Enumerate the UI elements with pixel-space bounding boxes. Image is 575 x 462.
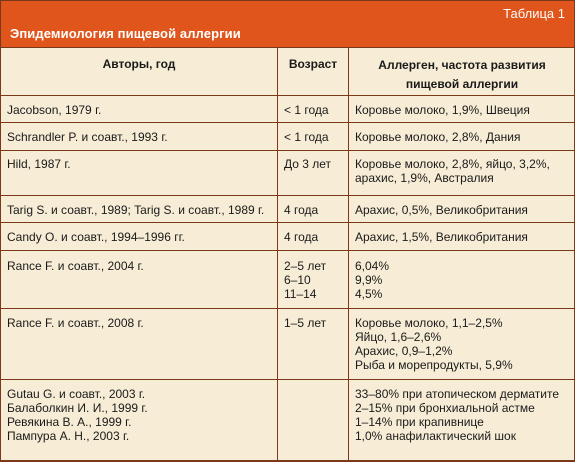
header-authors: Авторы, год xyxy=(1,48,278,96)
cell-allergen-line: Рыба и морепродукты, 5,9% xyxy=(355,358,569,372)
title-bar xyxy=(0,0,575,48)
cell-allergen xyxy=(349,96,575,123)
table-row xyxy=(1,251,575,309)
cell-authors-line: Rance F. и соавт., 2004 г. xyxy=(7,259,271,273)
cell-authors xyxy=(1,123,278,151)
cell-allergen-line: Коровье молоко, 2,8%, яйцо, 3,2%, xyxy=(355,157,569,171)
table-row xyxy=(1,309,575,380)
cell-age xyxy=(278,196,349,223)
cell-allergen-line: Арахис, 1,5%, Великобритания xyxy=(355,230,569,244)
cell-authors-line: Jacobson, 1979 г. xyxy=(7,103,271,117)
cell-age-line: 6–10 xyxy=(284,273,342,287)
cell-authors-line: Candy O. и соавт., 1994–1996 гг. xyxy=(7,230,271,244)
cell-authors xyxy=(1,196,278,223)
cell-allergen-line: 1,0% анафилактический шок xyxy=(355,429,569,443)
table-row xyxy=(1,380,575,462)
table-row xyxy=(1,196,575,223)
cell-allergen xyxy=(349,223,575,251)
cell-allergen-line: 6,04% xyxy=(355,259,569,273)
cell-allergen-line: Коровье молоко, 2,8%, Дания xyxy=(355,130,569,144)
cell-authors-line: Gutau G. и соавт., 2003 г. xyxy=(7,387,271,401)
table-row xyxy=(1,123,575,151)
cell-age xyxy=(278,123,349,151)
cell-age xyxy=(278,309,349,380)
cell-authors xyxy=(1,96,278,123)
cell-age xyxy=(278,251,349,309)
cell-age xyxy=(278,151,349,196)
cell-authors-line: Hild, 1987 г. xyxy=(7,157,271,171)
cell-allergen xyxy=(349,151,575,196)
table-header-row xyxy=(1,48,575,96)
cell-allergen xyxy=(349,196,575,223)
cell-allergen-line: Арахис, 0,9–1,2% xyxy=(355,344,569,358)
cell-allergen-line: Яйцо, 1,6–2,6% xyxy=(355,330,569,344)
cell-age-line: 4 года xyxy=(284,203,342,217)
cell-authors xyxy=(1,223,278,251)
cell-age xyxy=(278,96,349,123)
cell-allergen-line: Арахис, 0,5%, Великобритания xyxy=(355,203,569,217)
header-allergen-line-2: пищевой аллергии xyxy=(355,75,569,94)
cell-allergen-line: 9,9% xyxy=(355,273,569,287)
cell-allergen-line: 4,5% xyxy=(355,287,569,301)
header-allergen-line-1: Аллерген, частота развития xyxy=(355,56,569,75)
cell-authors xyxy=(1,380,278,462)
cell-age-line: 1–5 лет xyxy=(284,316,342,330)
cell-age xyxy=(278,223,349,251)
cell-age-line: 2–5 лет xyxy=(284,259,342,273)
cell-age-line: До 3 лет xyxy=(284,157,342,171)
cell-authors-line: Schrandler P. и соавт., 1993 г. xyxy=(7,130,271,144)
cell-authors-line: Пампура А. Н., 2003 г. xyxy=(7,429,271,443)
table-title: Эпидемиология пищевой аллергии xyxy=(10,26,241,41)
cell-age xyxy=(278,380,349,462)
cell-authors-line: Tarig S. и соавт., 1989; Tarig S. и соавт., 1989 г. xyxy=(7,203,271,217)
table-row xyxy=(1,151,575,196)
cell-authors-line: Rance F. и соавт., 2008 г. xyxy=(7,316,271,330)
header-age: Возраст xyxy=(278,48,349,96)
cell-authors xyxy=(1,309,278,380)
cell-age-line: < 1 года xyxy=(284,130,342,144)
cell-allergen-line: Коровье молоко, 1,1–2,5% xyxy=(355,316,569,330)
cell-allergen-line: арахис, 1,9%, Австралия xyxy=(355,171,569,185)
table-row xyxy=(1,96,575,123)
cell-allergen-line: Коровье молоко, 1,9%, Швеция xyxy=(355,103,569,117)
cell-allergen xyxy=(349,123,575,151)
epidemiology-table xyxy=(0,47,575,462)
table-row xyxy=(1,223,575,251)
cell-allergen xyxy=(349,380,575,462)
cell-allergen-line: 1–14% при крапивнице xyxy=(355,415,569,429)
cell-authors-line: Балаболкин И. И., 1999 г. xyxy=(7,401,271,415)
cell-authors-line: Ревякина В. А., 1999 г. xyxy=(7,415,271,429)
cell-age-line: 11–14 xyxy=(284,287,342,301)
cell-allergen-line: 2–15% при бронхиальной астме xyxy=(355,401,569,415)
header-allergen xyxy=(349,48,575,96)
cell-age-line: 4 года xyxy=(284,230,342,244)
cell-allergen-line: 33–80% при атопическом дерматите xyxy=(355,387,569,401)
table-number: Таблица 1 xyxy=(503,6,565,21)
cell-allergen xyxy=(349,309,575,380)
cell-authors xyxy=(1,251,278,309)
cell-allergen xyxy=(349,251,575,309)
cell-age-line: < 1 года xyxy=(284,103,342,117)
cell-authors xyxy=(1,151,278,196)
